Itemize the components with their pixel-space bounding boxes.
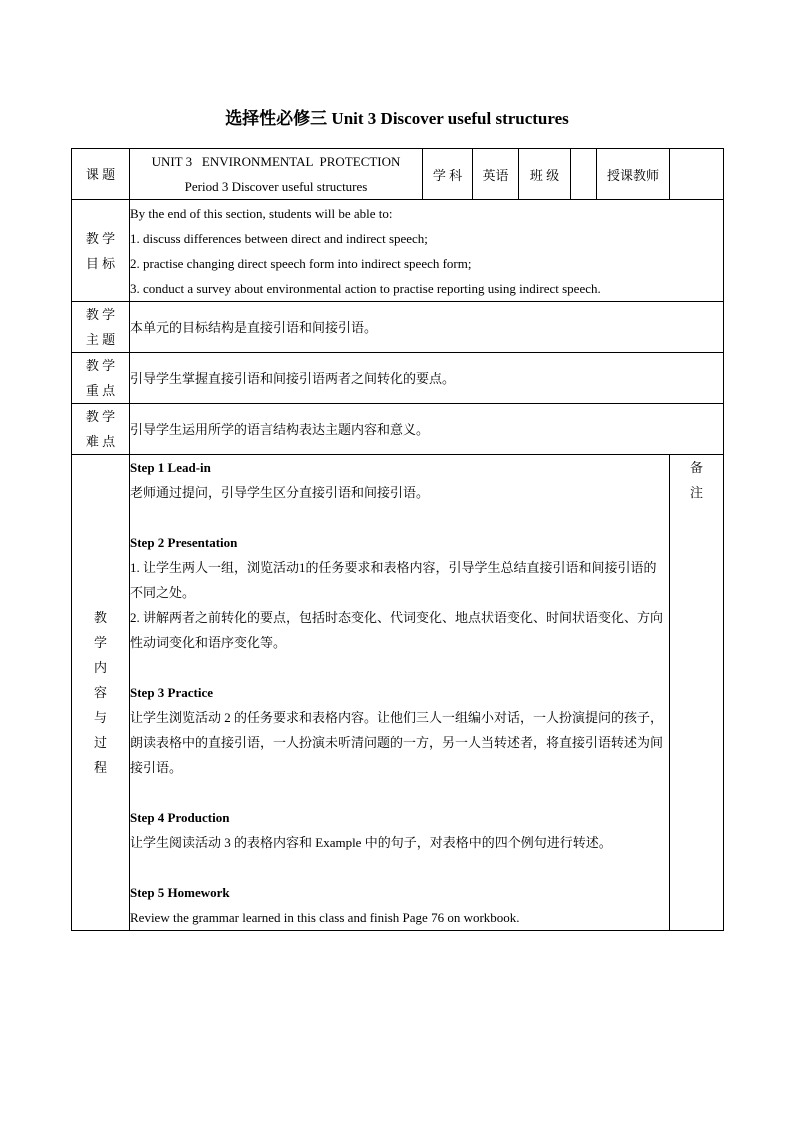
- theme-label-line-2: 主 题: [85, 332, 116, 347]
- difficulties-label: [72, 404, 130, 455]
- key-points-label-line-2: 重 点: [85, 383, 116, 398]
- subject-label: 学 科: [423, 149, 473, 200]
- theme-label: [72, 302, 130, 353]
- unit-line-1: UNIT 3 ENVIRONMENTAL PROTECTION: [151, 154, 401, 169]
- notes-label-char: 注: [689, 485, 703, 500]
- objective-line: 2. practise changing direct speech form into indirect speech form;: [130, 255, 472, 271]
- step-paragraph: 2. 讲解两者之前转化的要点，包括时态变化、代词变化、地点状语变化、时间状语变化、方向性动词变化和语序变化等。: [130, 610, 664, 650]
- key-points-label: [72, 353, 130, 404]
- course-title-cell: [130, 149, 423, 200]
- objective-line: 1. discuss differences between direct and indirect speech;: [130, 230, 428, 246]
- theme-label-line-1: 教 学: [85, 307, 116, 322]
- step-paragraph: 让学生阅读活动 3 的表格内容和 Example 中的句子，对表格中的四个例句进行转述。: [130, 835, 612, 850]
- teacher-label: 授课教师: [597, 149, 670, 200]
- objective-line: 3. conduct a survey about environmental action to practise reporting using indirect speech.: [130, 280, 601, 296]
- page-title: 选择性必修三 Unit 3 Discover useful structures: [225, 109, 569, 128]
- step-heading: Step 3 Practice: [130, 685, 214, 700]
- objectives-row: [72, 200, 724, 302]
- unit-line-2: Period 3 Discover useful structures: [184, 179, 368, 194]
- lesson-plan-table: [71, 148, 724, 931]
- key-points-label-line-1: 教 学: [85, 358, 116, 373]
- course-label: 课 题: [72, 149, 130, 200]
- key-points-content: 引导学生掌握直接引语和间接引语两者之间转化的要点。: [130, 353, 724, 404]
- subject-value: 英语: [473, 149, 519, 200]
- process-label-char: 过: [93, 735, 107, 750]
- difficulties-row: [72, 404, 724, 455]
- process-row: [72, 455, 724, 931]
- step-heading: Step 4 Production: [130, 810, 230, 825]
- process-label-char: 教: [93, 610, 107, 625]
- step-paragraph: 老师通过提问，引导学生区分直接引语和间接引语。: [130, 485, 430, 500]
- process-label-char: 内: [93, 660, 107, 675]
- difficulties-label-line-2: 难 点: [85, 434, 116, 449]
- theme-row: [72, 302, 724, 353]
- process-label: [72, 455, 130, 931]
- teacher-value: [670, 149, 724, 200]
- process-label-char: 学: [93, 635, 107, 650]
- step-heading: Step 2 Presentation: [130, 535, 238, 550]
- process-label-char: 容: [93, 685, 107, 700]
- process-label-char: 程: [93, 760, 107, 775]
- step-heading: Step 1 Lead-in: [130, 460, 211, 475]
- objectives-label-line-2: 目 标: [85, 255, 116, 271]
- objectives-label: [72, 200, 130, 302]
- class-value: [571, 149, 597, 200]
- notes-column: [670, 455, 724, 931]
- process-label-char: 与: [93, 710, 107, 725]
- key-points-row: [72, 353, 724, 404]
- theme-content: 本单元的目标结构是直接引语和间接引语。: [130, 302, 724, 353]
- class-label: 班 级: [519, 149, 571, 200]
- objectives-content: [130, 200, 724, 302]
- difficulties-content: 引导学生运用所学的语言结构表达主题内容和意义。: [130, 404, 724, 455]
- step-paragraph: 1. 让学生两人一组，浏览活动1的任务要求和表格内容，引导学生总结直接引语和间接引语的不同之处。: [130, 560, 657, 600]
- difficulties-label-line-1: 教 学: [85, 409, 116, 424]
- process-content: [130, 455, 670, 931]
- step-paragraph: 让学生浏览活动 2 的任务要求和表格内容。让他们三人一组编小对话，一人扮演提问的孩子，朗读表格中的直接引语，一人扮演未听清问题的一方，另一人当转述者，将直接引语转述为间接引语。: [130, 710, 664, 775]
- step-paragraph: Review the grammar learned in this class and finish Page 76 on workbook.: [130, 910, 520, 925]
- objectives-label-line-1: 教 学: [85, 230, 116, 246]
- header-row: [72, 149, 724, 200]
- objective-line: By the end of this section, students will be able to:: [130, 205, 393, 221]
- notes-label-char: 备: [689, 460, 703, 475]
- step-heading: Step 5 Homework: [130, 885, 230, 900]
